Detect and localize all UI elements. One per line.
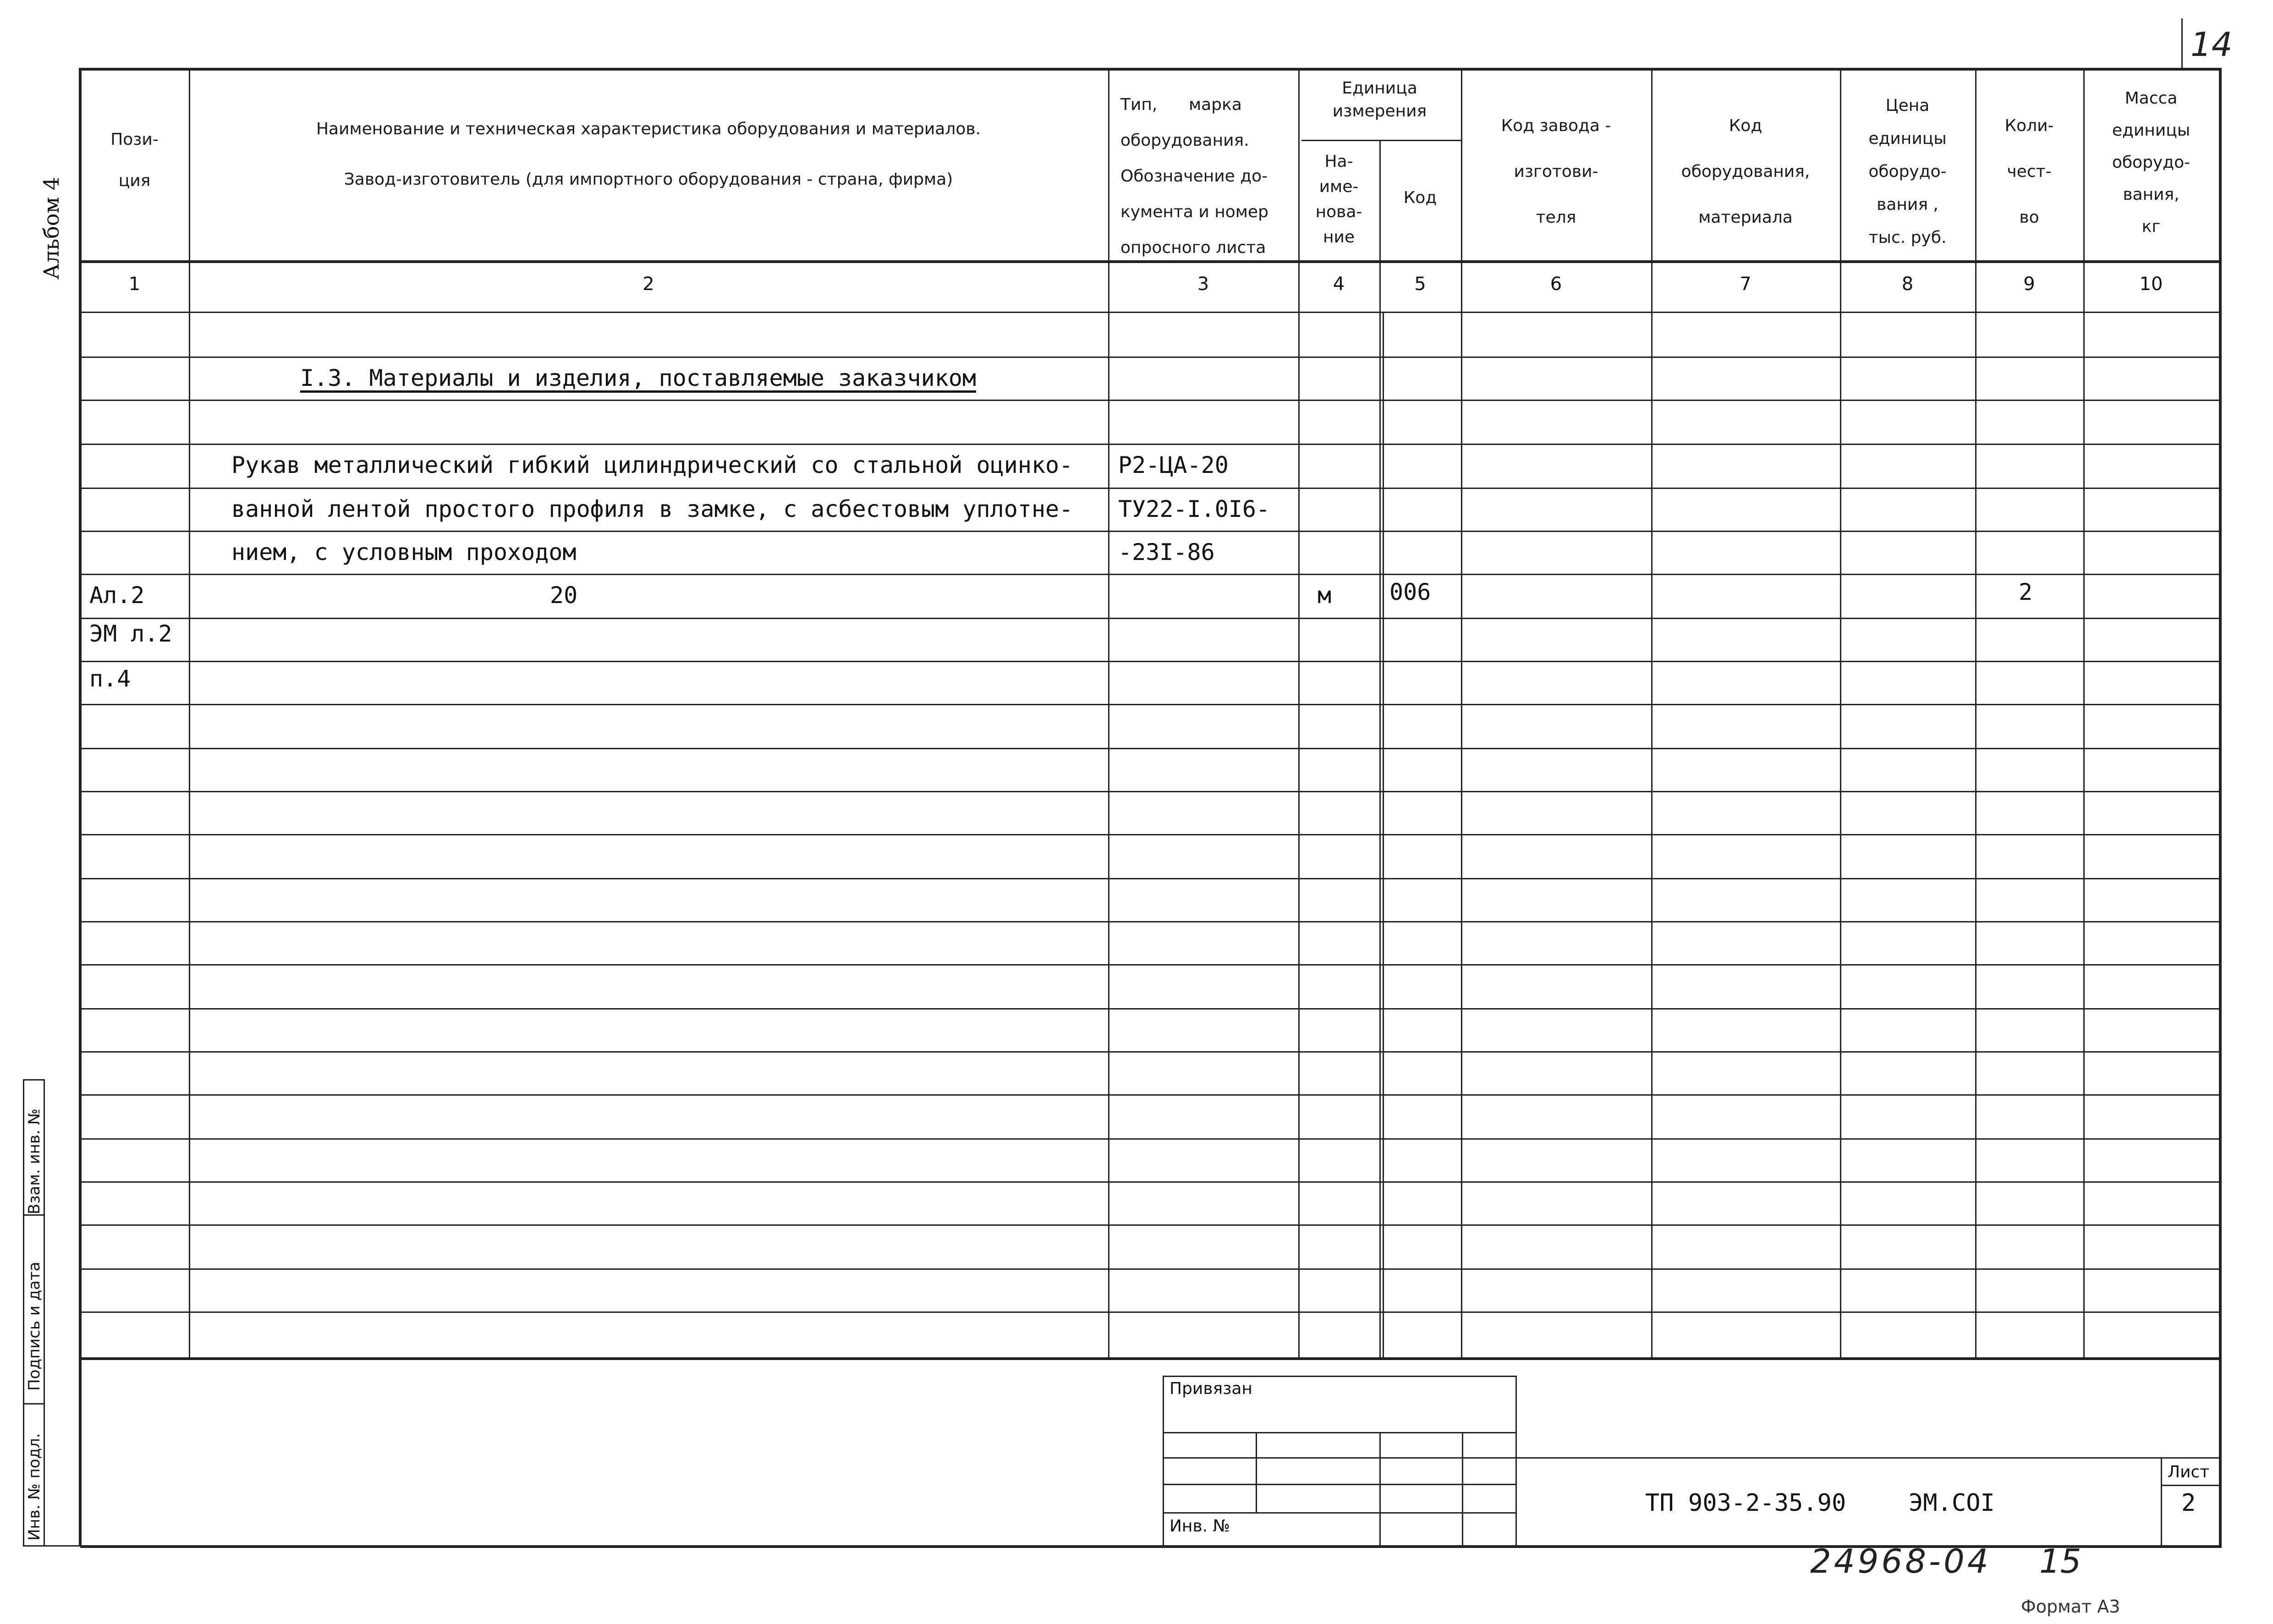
col-number: 7 xyxy=(1740,274,1751,295)
item-type-line: -23I-86 xyxy=(1118,539,1215,565)
header-position: Пози- ция xyxy=(110,130,159,190)
header-unit-code: Код xyxy=(1403,188,1437,207)
stamp-privyazan: Привязан xyxy=(1169,1379,1252,1398)
side-label-sign-date: Подпись и дата xyxy=(25,1262,44,1391)
col-number: 6 xyxy=(1550,274,1562,295)
header-mass: Масса единицы оборудо- вания, кг xyxy=(2112,89,2191,236)
item-unit-code: 006 xyxy=(1389,579,1431,605)
header-plant-code: Код завода - изготови- теля xyxy=(1501,116,1611,227)
item-unit-name: м xyxy=(1318,582,1332,609)
side-label-inv-podl: Инв. № подл. xyxy=(25,1433,44,1541)
item-size: 20 xyxy=(550,582,578,609)
side-label-inv-vz: Взам. инв. № xyxy=(25,1108,44,1214)
stamp-inv-no: Инв. № xyxy=(1169,1517,1230,1536)
item-position-line: ЭМ л.2 xyxy=(89,620,172,647)
item-description-line: ванной лентой простого профиля в замке, с асбестовым уплотне- xyxy=(231,496,1073,522)
corner-number: 14 xyxy=(2191,25,2233,64)
header-equipment-code: Код оборудования, материала xyxy=(1681,116,1810,227)
col-number: 4 xyxy=(1333,274,1345,295)
header-price: Цена единицы оборудо- вания , тыс. руб. xyxy=(1868,96,1947,247)
col-number: 1 xyxy=(128,274,141,295)
section-title: I.3. Материалы и изделия, поставляемые заказчиком xyxy=(300,365,977,391)
item-position-line: Ал.2 xyxy=(89,582,145,609)
header-name-line2: Завод-изготовитель (для импортного оборудования - страна, фирма) xyxy=(344,170,953,189)
item-quantity: 2 xyxy=(2019,579,2033,605)
col-number: 2 xyxy=(642,274,654,295)
sheet-label: Лист xyxy=(2168,1463,2210,1481)
col-number: 8 xyxy=(1901,274,1914,295)
item-position-line: п.4 xyxy=(89,665,131,692)
header-quantity: Коли- чест- во xyxy=(2004,116,2054,227)
col-number: 10 xyxy=(2139,274,2163,295)
sheet-number: 2 xyxy=(2181,1489,2196,1517)
header-name-line1: Наименование и техническая характеристика оборудования и материалов. xyxy=(316,120,981,138)
item-type-line: Р2-ЦА-20 xyxy=(1118,452,1229,478)
header-unit-name: На- име- нова- ние xyxy=(1315,152,1362,247)
doc-mark: ЭМ.СОI xyxy=(1909,1489,1995,1517)
header-unit: Единица измерения xyxy=(1332,79,1427,121)
handwritten-page: 15 xyxy=(2039,1542,2081,1580)
col-number: 9 xyxy=(2023,274,2035,295)
item-description-line: нием, с условным проходом xyxy=(231,539,576,565)
item-type-line: ТУ22-I.0I6- xyxy=(1118,496,1270,522)
col-number: 5 xyxy=(1414,274,1426,295)
album-label: Альбом 4 xyxy=(39,176,64,280)
format-label: Формат А3 xyxy=(2021,1597,2120,1617)
item-description-line: Рукав металлический гибкий цилиндрический со стальной оцинко- xyxy=(231,452,1073,478)
col-number: 3 xyxy=(1197,274,1209,295)
handwritten-number: 24968-04 xyxy=(1810,1542,1991,1580)
header-type: Тип, марка оборудования. Обозначение до- кумента и номер опросного листа xyxy=(1120,95,1268,257)
doc-code: ТП 903-2-35.90 xyxy=(1645,1489,1846,1517)
